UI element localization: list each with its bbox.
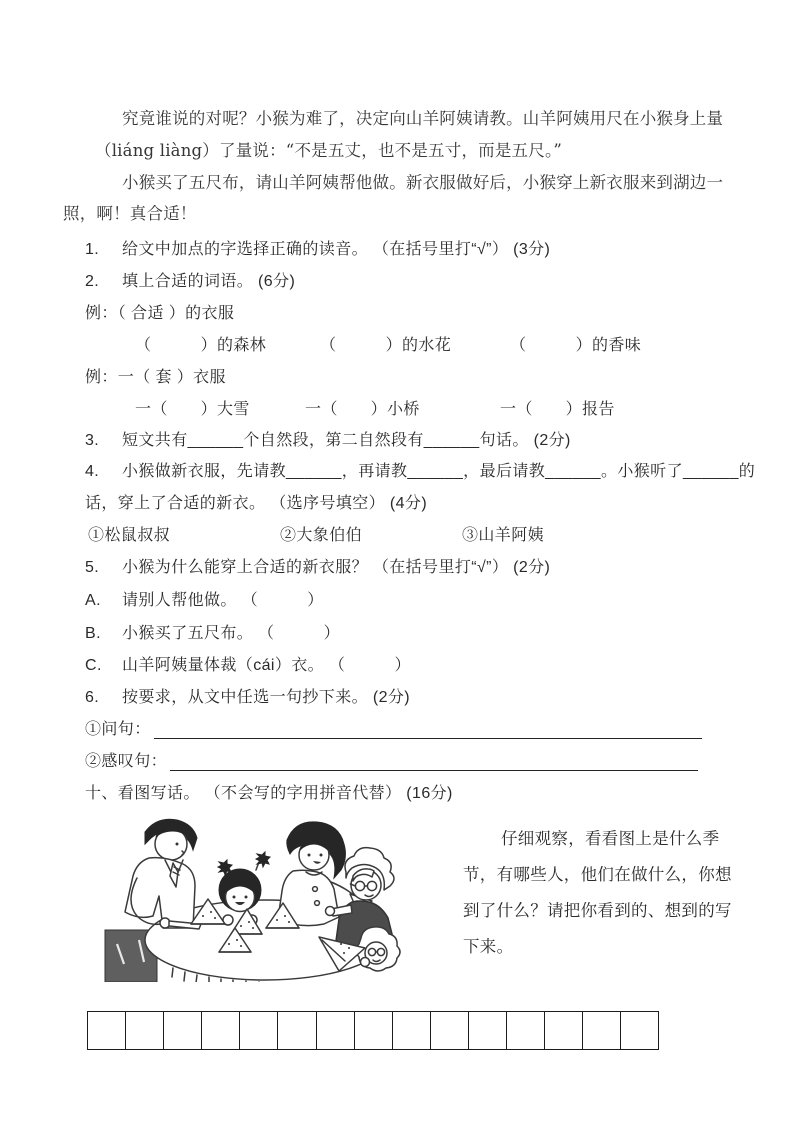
question-4-choice-3: ③山羊阿姨: [462, 527, 545, 544]
grid-cell: [88, 1012, 126, 1049]
answer-line: [154, 720, 702, 739]
option-c-text: 山羊阿姨量体裁（cái）衣。 （ ）: [122, 657, 411, 674]
fill-blank-forest: （ ）的森林: [135, 337, 267, 354]
question-2-number: 2.: [85, 273, 100, 290]
question-4-choice-2: ②大象伯伯: [280, 527, 363, 544]
question-2-example-1: 例：（ 合适 ）的衣服: [85, 305, 235, 322]
question-3-number: 3.: [85, 432, 100, 449]
blank-1-label: ①问句：: [85, 721, 151, 738]
option-c-label: C.: [85, 657, 102, 674]
grid-cell: [393, 1012, 431, 1049]
question-5-number: 5.: [85, 559, 100, 576]
option-b-text: 小猴买了五尺布。 （ ）: [122, 625, 341, 642]
prompt-line-1: 仔细观察，看看图上是什么季: [501, 830, 720, 848]
fill-blank-bridge: 一（ ）小桥: [305, 401, 420, 418]
question-1: [85, 236, 550, 259]
passage-line-1: 究竟谁说的对呢？小猴为难了，决定向山羊阿姨请教。山羊阿姨用尺在小猴身上量: [122, 109, 724, 128]
passage-line-3: 小猴买了五尺布，请山羊阿姨帮他做。新衣服做好后，小猴穿上新衣服来到湖边一: [122, 173, 724, 192]
question-5-option-b: [85, 620, 340, 643]
passage-line-4: 照，啊！真合适！: [63, 204, 197, 223]
grid-cell: [317, 1012, 355, 1049]
question-4: [85, 458, 755, 481]
grid-cell: [240, 1012, 278, 1049]
question-4-number: 4.: [85, 463, 100, 480]
question-5-text: 小猴为什么能穿上合适的新衣服？ （在括号里打“√”） (2分): [122, 559, 551, 576]
question-6-text: 按要求，从文中任选一句抄下来。 (2分): [122, 689, 411, 706]
option-a-text: 请别人帮他做。 （ ）: [122, 592, 324, 609]
question-6-blank-2: [85, 748, 698, 771]
grid-cell: [431, 1012, 469, 1049]
question-2: [85, 268, 295, 291]
fill-blank-scent: （ ）的香味: [510, 337, 642, 354]
section-10-heading: 十、看图写话。 （不会写的字用拼音代替） (16分): [85, 785, 453, 802]
blank-2-label: ②感叹句：: [85, 753, 168, 770]
option-a-label: A.: [85, 592, 101, 609]
question-4-text-line-1: 小猴做新衣服，先请教______，再请教______，最后请教______。小猴听了______的: [122, 463, 756, 480]
question-5-option-a: [85, 587, 324, 610]
grid-cell: [278, 1012, 316, 1049]
prompt-line-2: 节，有哪些人，他们在做什么，你想: [463, 866, 732, 884]
grid-cell: [126, 1012, 164, 1049]
question-6-number: 6.: [85, 689, 100, 706]
fill-blank-splash: （ ）的水花: [320, 337, 452, 354]
question-4-choice-1: ①松鼠叔叔: [88, 527, 171, 544]
fill-blank-report: 一（ ）报告: [500, 401, 615, 418]
grid-cell: [583, 1012, 621, 1049]
question-2-text: 填上合适的词语。 (6分): [122, 273, 296, 290]
grid-cell: [164, 1012, 202, 1049]
section-10-prompt: [463, 821, 731, 965]
writing-grid: [87, 1011, 659, 1050]
question-4-text-line-2: 话，穿上了合适的新衣。 （选序号填空） (4分): [85, 495, 428, 512]
prompt-line-4: 下来。: [463, 938, 514, 956]
grid-cell: [469, 1012, 507, 1049]
grid-cell: [621, 1012, 658, 1049]
prompt-line-3: 到了什么？请把你看到的、想到的写: [463, 902, 732, 920]
question-5-option-c: [85, 652, 411, 675]
family-eating-watermelon-illustration: [103, 810, 405, 982]
grid-cell: [545, 1012, 583, 1049]
question-1-text: 给文中加点的字选择正确的读音。 （在括号里打“√”） (3分): [122, 241, 551, 258]
grid-cell: [202, 1012, 240, 1049]
question-6: [85, 684, 410, 707]
question-6-blank-1: [85, 716, 702, 739]
fill-blank-snow: 一（ ）大雪: [135, 401, 250, 418]
option-b-label: B.: [85, 625, 101, 642]
question-3-text: 短文共有______个自然段，第二自然段有______句话。 (2分): [122, 432, 571, 449]
answer-line: [170, 752, 698, 771]
question-3: [85, 427, 571, 450]
passage-line-2: （liáng liàng）了量说：“不是五丈，也不是五寸，而是五尺。”: [95, 141, 563, 160]
question-1-number: 1.: [85, 241, 100, 258]
grid-cell: [355, 1012, 393, 1049]
question-5: [85, 554, 550, 577]
grid-cell: [507, 1012, 545, 1049]
question-2-example-2: 例：一（ 套 ）衣服: [85, 369, 226, 386]
